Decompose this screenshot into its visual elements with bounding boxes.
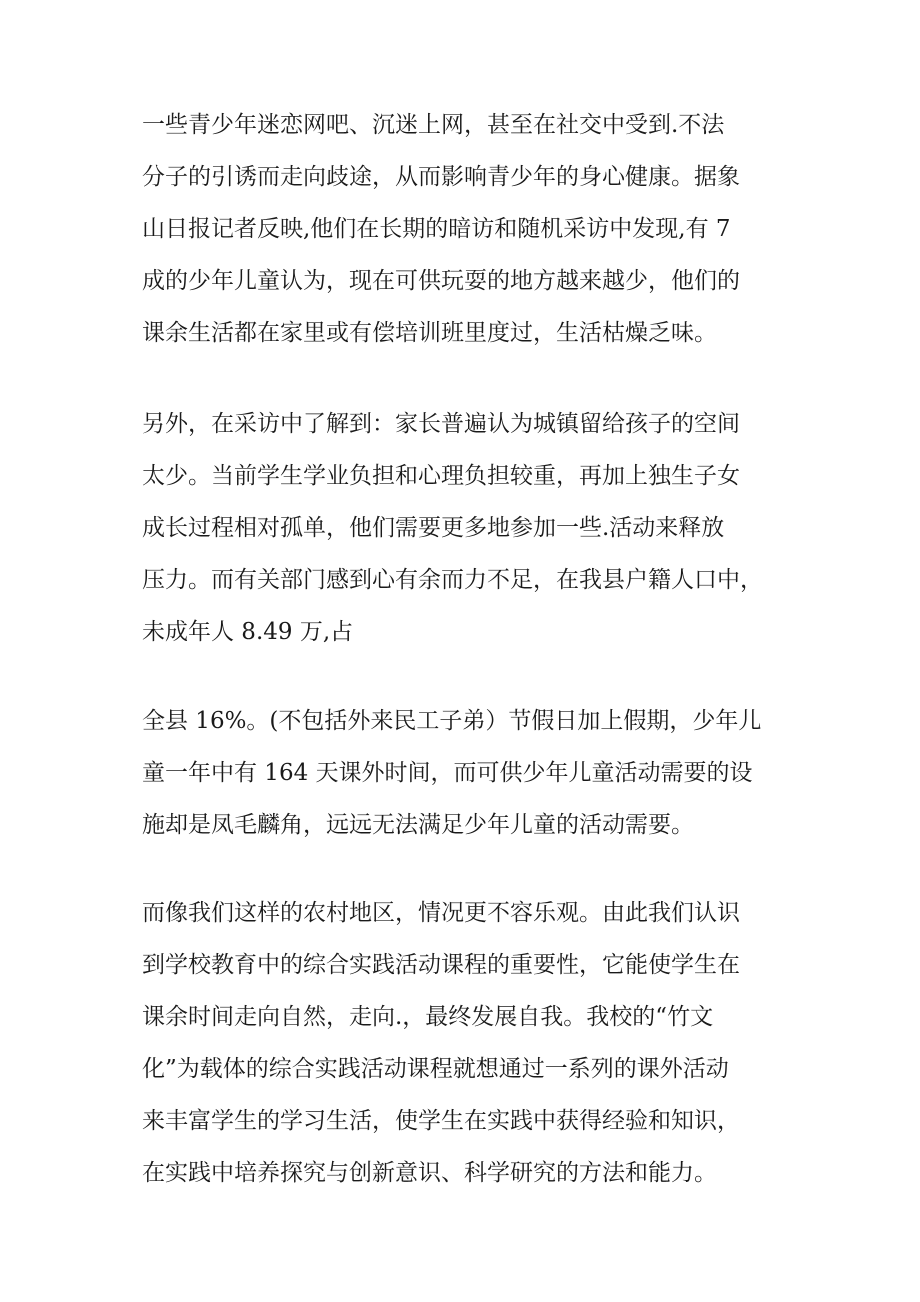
paragraph-1	[142, 99, 792, 359]
text-line: 全县 16%。(不包括外来民工子弟）节假日加上假期，少年儿	[142, 708, 762, 734]
text-line: 成长过程相对孤单，他们需要更多地参加一些.活动来释放	[142, 515, 725, 541]
text-line: 课余生活都在家里或有偿培训班里度过，生活枯燥乏味。	[142, 320, 717, 346]
text-line: 化”为载体的综合实践活动课程就想通过一系列的课外活动	[142, 1056, 729, 1082]
text-line: 未成年人 8.49 万,占	[142, 619, 354, 645]
text-line: 分子的引诱而走向歧途，从而影响青少年的身心健康。据象	[142, 164, 740, 190]
paragraph-3	[142, 695, 792, 851]
text-line: 太少。当前学生学业负担和心理负担较重，再加上独生子女	[142, 463, 740, 489]
text-line: 童一年中有 164 天课外时间，而可供少年儿童活动需要的设	[142, 760, 753, 786]
text-line: 山日报记者反映,他们在长期的暗访和随机采访中发现,有 7	[142, 216, 731, 242]
text-line: 在实践中培养探究与创新意识、科学研究的方法和能力。	[142, 1160, 717, 1186]
text-line: 来丰富学生的学习生活，使学生在实践中获得经验和知识，	[142, 1108, 740, 1134]
text-line: 成的少年儿童认为，现在可供玩耍的地方越来越少，他们的	[142, 268, 740, 294]
text-line: 施却是凤毛麟角，远远无法满足少年儿童的活动需要。	[142, 812, 694, 838]
paragraph-4	[142, 887, 792, 1199]
text-line: 而像我们这样的农村地区，情况更不容乐观。由此我们认识	[142, 900, 740, 926]
text-line: 一些青少年迷恋网吧、沉迷上网，甚至在社交中受到.不法	[142, 112, 725, 138]
text-line: 压力。而有关部门感到心有余而力不足，在我县户籍人口中，	[142, 567, 763, 593]
text-line: 课余时间走向自然，走向.，最终发展自我。我校的“竹文	[142, 1004, 714, 1030]
text-line: 另外，在采访中了解到：家长普遍认为城镇留给孩子的空间	[142, 411, 740, 437]
text-line: 到学校教育中的综合实践活动课程的重要性，它能使学生在	[142, 952, 740, 978]
paragraph-2	[142, 398, 792, 658]
